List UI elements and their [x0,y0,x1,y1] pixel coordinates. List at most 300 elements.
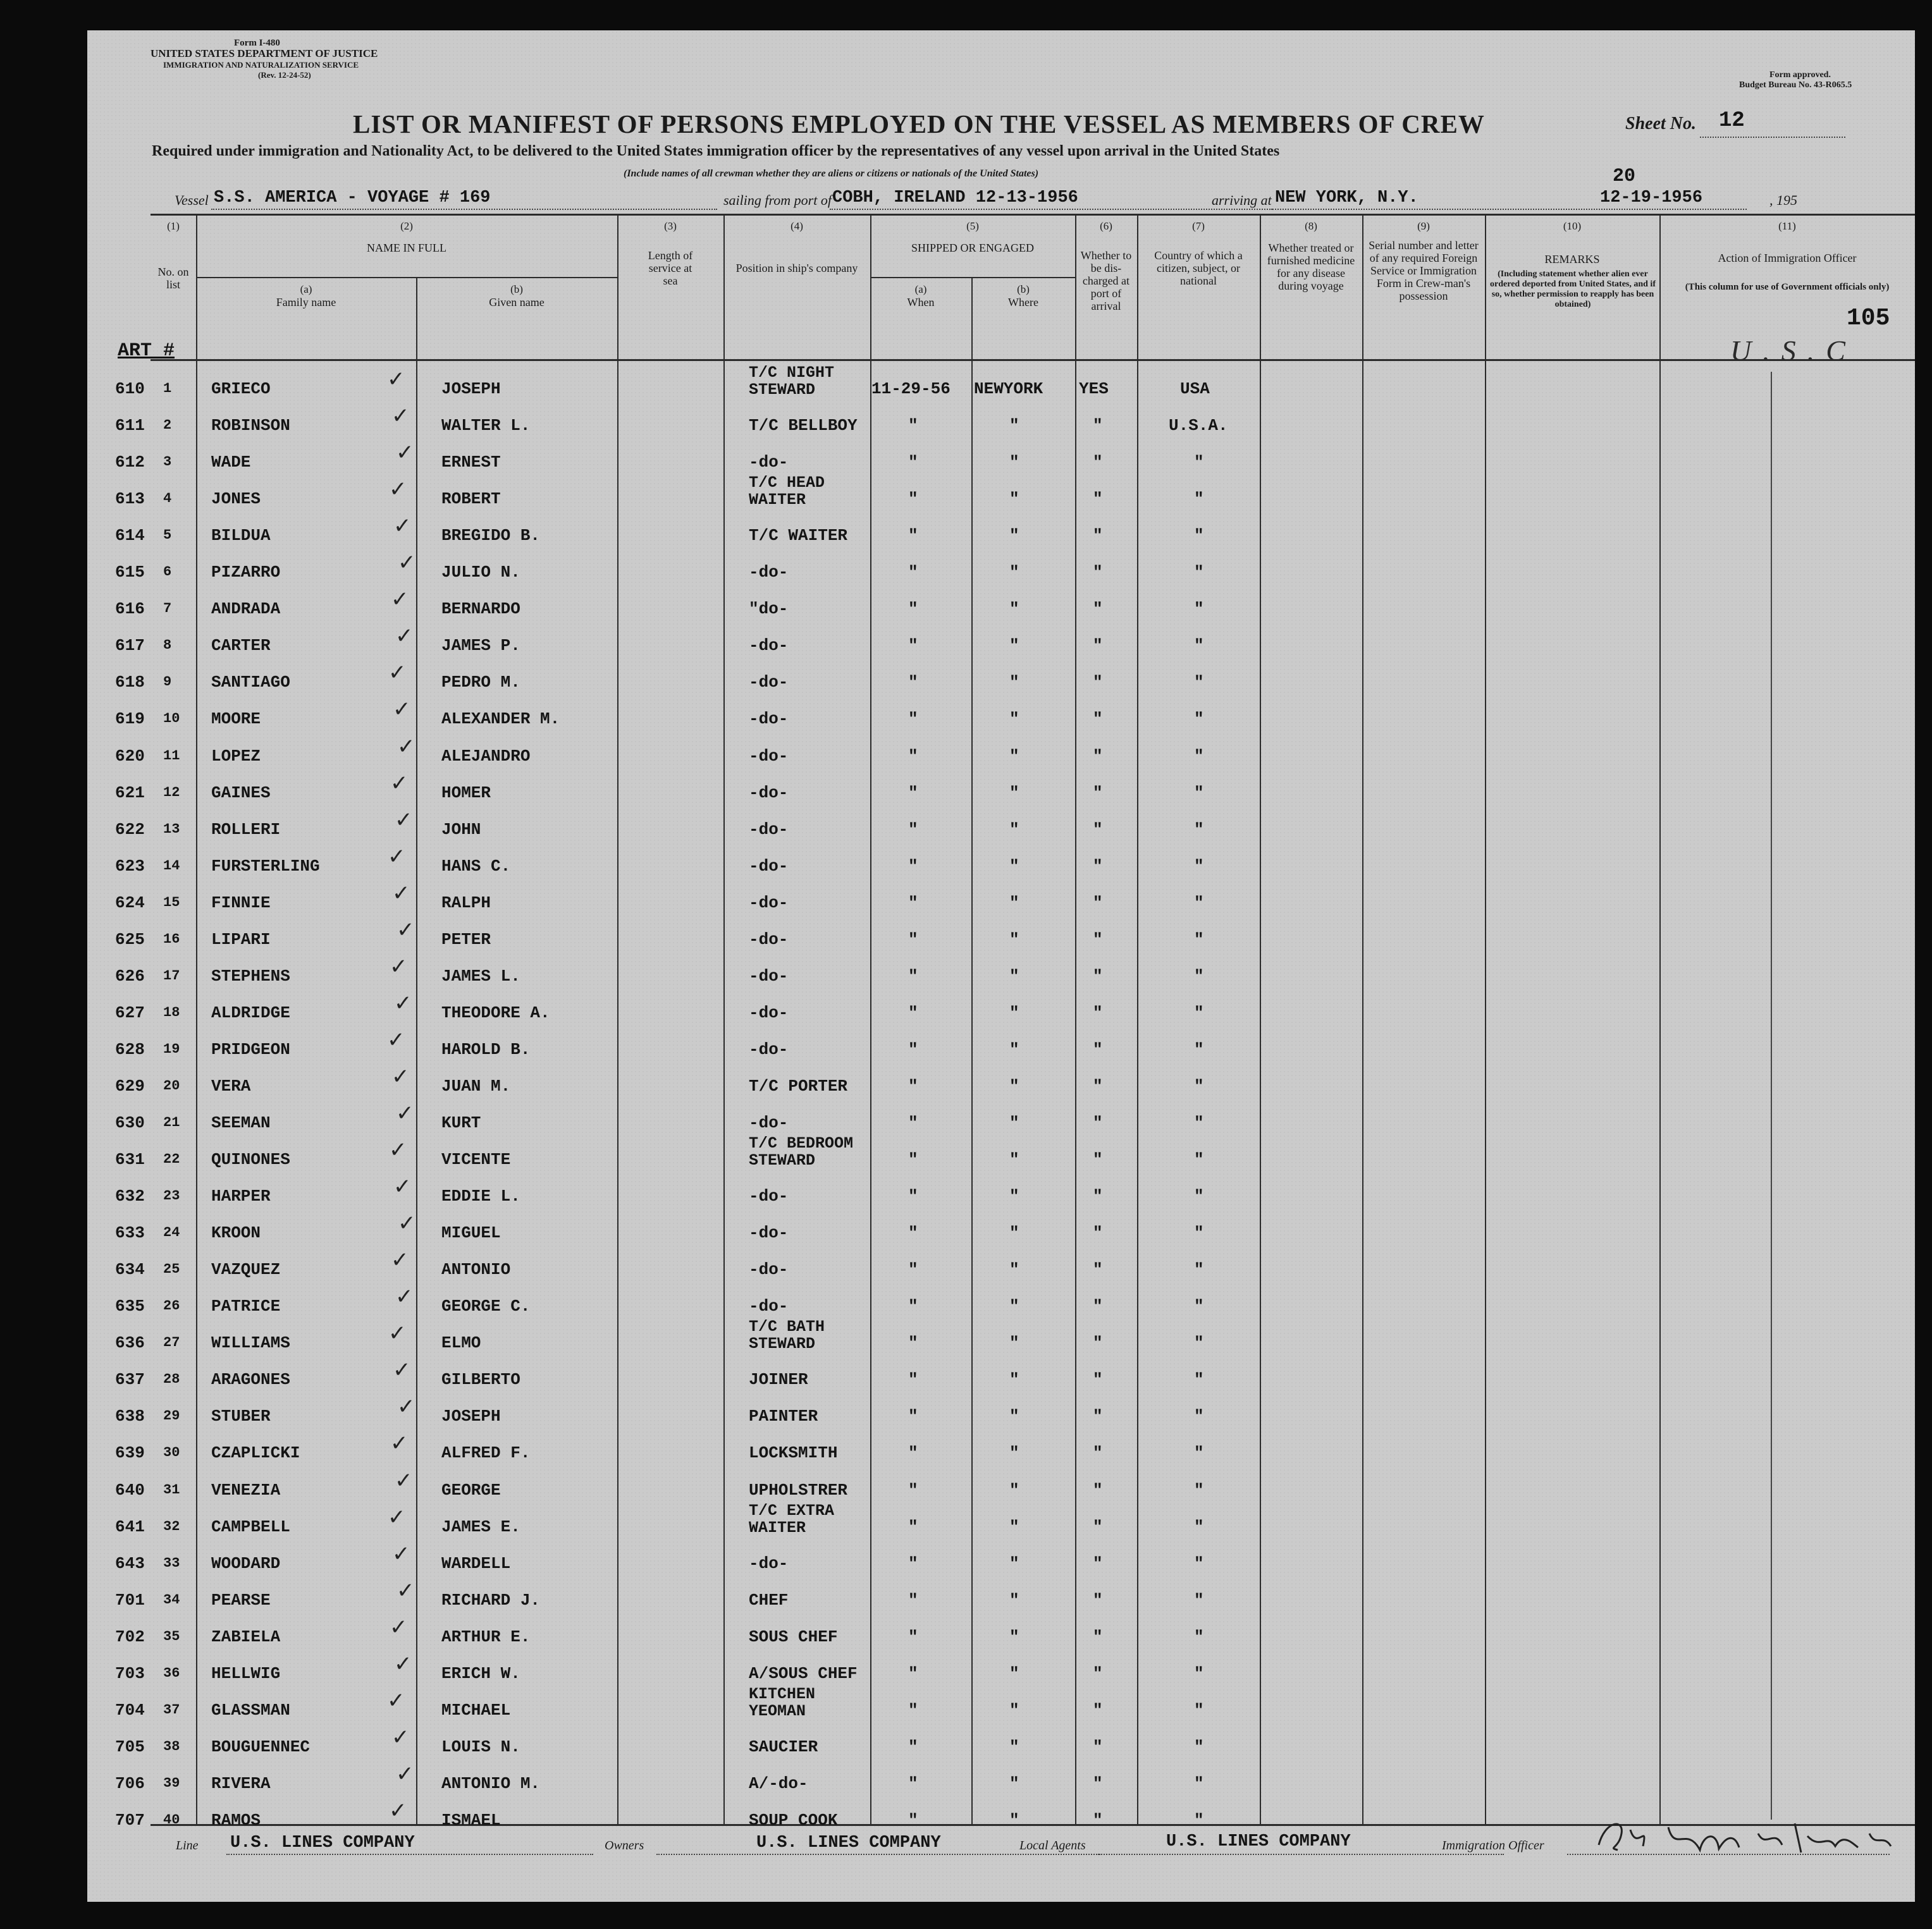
list-number: 14 [163,857,180,874]
art-label: ART # [118,340,175,362]
service-label: IMMIGRATION AND NATURALIZATION SERVICE [163,60,359,70]
given-name: WALTER L. [441,416,531,436]
country: " [1194,893,1204,912]
country: " [1194,1700,1204,1720]
country: " [1194,1333,1204,1353]
art-number: 621 [115,783,145,802]
table-row [87,587,1915,623]
discharge: " [1093,746,1103,766]
country: " [1194,1297,1204,1316]
check-mark-icon: ✓ [388,1321,407,1347]
given-name: JOSEPH [441,379,501,398]
col-5b-letter: (b) [1017,283,1030,295]
discharge: " [1093,1553,1103,1573]
shipped-where: " [1009,1333,1019,1353]
position: "do- [749,599,789,619]
col-5b-header: Where [1008,296,1038,309]
shipped-where: " [1009,1810,1019,1830]
given-name: ALEJANDRO [441,746,531,766]
country: " [1194,1810,1204,1830]
family-name: WILLIAMS [211,1333,290,1353]
list-number: 6 [163,564,172,580]
shipped-where: " [1009,636,1019,656]
table-row [87,1247,1915,1284]
position: T/C BELLBOY [749,416,858,436]
family-name: VERA [211,1076,251,1096]
table-row [87,1174,1915,1211]
given-name: MICHAEL [441,1700,511,1720]
art-number: 643 [115,1553,145,1573]
position: -do- [749,1553,789,1573]
arrival-date: 12-19-1956 [1600,188,1703,207]
family-name: RAMOS [211,1810,261,1830]
check-mark-icon: ✓ [398,1211,416,1237]
discharge: " [1093,1003,1103,1022]
list-number: 1 [163,381,172,396]
table-row [87,1684,1915,1725]
col-2a-letter: (a) [300,283,312,295]
discharge: " [1093,1627,1103,1646]
art-number: 641 [115,1517,145,1536]
check-mark-icon: ✓ [395,1284,414,1310]
check-mark-icon: ✓ [397,917,415,943]
table-row [87,1468,1915,1505]
shipped-when: " [908,673,918,692]
table-row [87,403,1915,440]
discharge: " [1093,1737,1103,1756]
list-number: 39 [163,1775,180,1791]
table-row [87,440,1915,477]
art-number: 622 [115,819,145,839]
col-9-number: (9) [1417,220,1430,232]
given-name: RICHARD J. [441,1590,541,1610]
shipped-when: " [908,929,918,949]
check-mark-icon: ✓ [389,477,407,503]
list-number: 27 [163,1335,180,1351]
position: -do- [749,819,789,839]
shipped-where: " [1009,783,1019,802]
position: A/SOUS CHEF [749,1663,858,1683]
shipped-where: " [1009,1223,1019,1243]
given-name: ROBERT [441,489,501,509]
art-number: 614 [115,526,145,546]
family-name: STEPHENS [211,966,290,986]
art-number: 701 [115,1590,145,1610]
position: T/C NIGHT STEWARD [749,364,835,399]
family-name: JONES [211,489,261,509]
col-9-header: Serial number and letter of any required Foreign Service or Immigration Form in Crew-man's possession [1369,239,1479,302]
col-2a-header: Family name [276,296,336,309]
table-row [87,807,1915,844]
country: " [1194,599,1204,619]
footer-officer-label: Immigration Officer [1442,1839,1544,1852]
shipped-where: " [1009,856,1019,876]
shipped-when: " [908,1773,918,1793]
check-mark-icon: ✓ [395,1467,413,1493]
list-number: 30 [163,1445,180,1461]
discharge: " [1093,489,1103,509]
given-name: PETER [441,929,491,949]
shipped-when: " [908,1517,918,1536]
shipped-when: " [908,416,918,436]
art-number: 637 [115,1370,145,1390]
family-name: VAZQUEZ [211,1260,281,1280]
table-row [87,550,1915,587]
col-6-number: (6) [1100,220,1112,232]
position: T/C BATH STEWARD [749,1318,825,1354]
shipped-when: " [908,856,918,876]
art-number: 639 [115,1443,145,1463]
country: " [1194,1003,1204,1022]
list-number: 2 [163,417,172,434]
position: -do- [749,929,789,949]
footer-line-value: U.S. LINES COMPANY [230,1834,415,1852]
given-name: PEDRO M. [441,673,520,692]
given-name: ELMO [441,1333,481,1353]
shipped-when: " [908,1810,918,1830]
art-number: 615 [115,563,145,582]
country: " [1194,1076,1204,1096]
list-number: 4 [163,491,172,507]
check-mark-icon: ✓ [390,1614,408,1640]
arrival-date-correction: 20 [1613,166,1636,187]
shipped-where: " [1009,1663,1019,1683]
given-name: ALFRED F. [441,1443,531,1463]
table-row [87,513,1915,550]
country: " [1194,1773,1204,1793]
art-number: 624 [115,893,145,912]
shipped-where: " [1009,1407,1019,1426]
check-mark-icon: ✓ [390,1431,409,1457]
check-mark-icon: ✓ [390,770,409,796]
footer-owners-value: U.S. LINES COMPANY [756,1834,941,1852]
table-row [87,697,1915,733]
col-8-number: (8) [1305,220,1317,232]
table-row [87,734,1915,771]
shipped-where: " [1009,1480,1019,1500]
page-title: LIST OR MANIFEST OF PERSONS EMPLOYED ON THE VESSEL AS MEMBERS OF CREW [353,109,1485,138]
position: LOCKSMITH [749,1443,838,1463]
check-mark-icon: ✓ [391,403,410,429]
country: " [1194,636,1204,656]
position: -do- [749,1297,789,1316]
table-row [87,954,1915,991]
shipped-when: " [908,819,918,839]
family-name: LIPARI [211,929,271,949]
check-mark-icon: ✓ [389,1137,407,1163]
given-name: JAMES L. [441,966,520,986]
shipped-where: " [1009,709,1019,729]
check-mark-icon: ✓ [393,1357,411,1383]
family-name: HELLWIG [211,1663,281,1683]
position: SOUP COOK [749,1810,838,1830]
art-number: 630 [115,1113,145,1132]
country: " [1194,783,1204,802]
family-name: GRIECO [211,379,271,398]
art-number: 705 [115,1737,145,1756]
col-5a-header: When [907,296,935,309]
footer-agents-value: U.S. LINES COMPANY [1166,1832,1351,1851]
discharge: " [1093,1700,1103,1720]
table-row [87,1064,1915,1101]
table-row [87,1134,1915,1174]
shipped-when: " [908,709,918,729]
discharge: " [1093,1076,1103,1096]
check-mark-icon: ✓ [393,697,411,723]
given-name: WARDELL [441,1553,511,1573]
given-name: HOMER [441,783,491,802]
position: PAINTER [749,1407,818,1426]
shipped-when: " [908,1370,918,1390]
given-name: KURT [441,1113,481,1132]
shipped-where: " [1009,1700,1019,1720]
shipped-where: " [1009,929,1019,949]
col-11-header: Action of Immigration Officer [1718,252,1857,264]
family-name: ALDRIDGE [211,1003,290,1022]
position: -do- [749,453,789,472]
col-5-number: (5) [966,220,979,232]
list-number: 26 [163,1298,180,1314]
shipped-when: " [908,1187,918,1206]
col-2b-header: Given name [489,296,545,309]
sailing-port: COBH, IRELAND 12-13-1956 [832,188,1078,207]
country: " [1194,1553,1204,1573]
shipped-when: " [908,489,918,509]
discharge: " [1093,1113,1103,1132]
given-name: JULIO N. [441,563,520,582]
family-name: VENEZIA [211,1480,281,1500]
family-name: WADE [211,453,251,472]
col-4-header: Position in ship's company [735,262,858,274]
col-3-header: Length of service at sea [648,249,693,287]
position: T/C HEAD WAITER [749,474,825,510]
shipped-where: " [1009,1517,1019,1536]
check-mark-icon: ✓ [391,1247,409,1273]
list-number: 38 [163,1738,180,1754]
art-number: 707 [115,1810,145,1830]
shipped-where: " [1009,1297,1019,1316]
col-1-number: (1) [167,220,180,232]
table-row [87,991,1915,1027]
check-mark-icon: ✓ [398,550,416,576]
footer-line-label: Line [176,1839,199,1852]
given-name: ERICH W. [441,1663,520,1683]
country: " [1194,1590,1204,1610]
given-name: ANTONIO [441,1260,511,1280]
shipped-when: " [908,783,918,802]
art-number: 635 [115,1297,145,1316]
position: UPHOLSTRER [749,1480,848,1500]
table-row [87,1761,1915,1798]
art-number: 631 [115,1150,145,1170]
shipped-where: " [1009,746,1019,766]
shipped-where: NEWYORK [974,379,1043,398]
art-number: 617 [115,636,145,656]
country: " [1194,929,1204,949]
discharge: " [1093,1370,1103,1390]
discharge: " [1093,599,1103,619]
family-name: BOUGUENNEC [211,1737,311,1756]
shipped-when: " [908,1113,918,1132]
table-row [87,1725,1915,1761]
position: -do- [749,1113,789,1132]
list-number: 32 [163,1518,180,1534]
position: -do- [749,893,789,912]
check-mark-icon: ✓ [387,1027,405,1053]
given-name: JUAN M. [441,1076,511,1096]
art-number: 702 [115,1627,145,1646]
position: T/C EXTRA WAITER [749,1501,835,1537]
shipped-where: " [1009,1443,1019,1463]
table-row [87,364,1915,403]
shipped-when: " [908,1663,918,1683]
shipped-when: " [908,1297,918,1316]
list-number: 36 [163,1665,180,1681]
given-name: GILBERTO [441,1370,520,1390]
col-7-number: (7) [1192,220,1205,232]
check-mark-icon: ✓ [388,1504,406,1530]
shipped-where: " [1009,489,1019,509]
list-number: 10 [163,711,180,727]
art-number: 616 [115,599,145,619]
shipped-when: " [908,599,918,619]
footer-agents-label: Local Agents [1019,1839,1086,1852]
family-name: HARPER [211,1187,271,1206]
table-row [87,844,1915,881]
position: T/C PORTER [749,1076,848,1096]
country: " [1194,1113,1204,1132]
position: -do- [749,709,789,729]
col-2b-letter: (b) [510,283,523,295]
footer-owners-label: Owners [605,1839,644,1852]
shipped-when: " [908,893,918,912]
given-name: BERNARDO [441,599,520,619]
family-name: LOPEZ [211,746,261,766]
country: " [1194,1737,1204,1756]
position: JOINER [749,1370,808,1390]
shipped-when: " [908,746,918,766]
shipped-where: " [1009,416,1019,436]
country: " [1194,1517,1204,1536]
discharge: " [1093,1810,1103,1830]
discharge: " [1093,1223,1103,1243]
list-number: 15 [163,894,180,910]
manifest-sheet [87,30,1915,1902]
check-mark-icon: ✓ [393,513,412,539]
col-8-header: Whether treated or furnished medicine for any disease during voyage [1267,242,1355,292]
table-row [87,1318,1915,1357]
family-name: SEEMAN [211,1113,271,1132]
family-name: BILDUA [211,526,271,546]
list-number: 3 [163,454,172,470]
list-number: 20 [163,1077,180,1094]
discharge: " [1093,1333,1103,1353]
shipped-when: " [908,1039,918,1059]
given-name: JOSEPH [441,1407,501,1426]
check-mark-icon: ✓ [391,587,409,613]
col-3-number: (3) [664,220,677,232]
check-mark-icon: ✓ [396,440,414,466]
country: " [1194,1039,1204,1059]
usc-annotation: U.S.C [1730,334,1857,367]
sheet-label: Sheet No. [1625,114,1696,133]
position: -do- [749,563,789,582]
art-number: 627 [115,1003,145,1022]
list-number: 16 [163,931,180,947]
position: T/C WAITER [749,526,848,546]
table-row [87,623,1915,660]
list-number: 31 [163,1481,180,1498]
shipped-where: " [1009,526,1019,546]
shipped-when: " [908,1553,918,1573]
discharge: " [1093,1187,1103,1206]
shipped-where: " [1009,563,1019,582]
art-number: 618 [115,673,145,692]
discharge: " [1093,709,1103,729]
check-mark-icon: ✓ [392,880,410,906]
country: " [1194,563,1204,582]
check-mark-icon: ✓ [394,990,412,1016]
position: -do- [749,1187,789,1206]
form-number: Form I-480 [234,38,280,48]
col-4-number: (4) [791,220,803,232]
list-number: 23 [163,1188,180,1204]
table-row [87,1284,1915,1321]
check-mark-icon: ✓ [393,1174,412,1200]
table-row [87,1394,1915,1431]
given-name: JAMES E. [441,1517,520,1536]
year-suffix: , 195 [1769,192,1797,208]
col-10-note: (Including statement whether alien ever ordered deported from United States, and if so, whether permission to reapply has been obtained) [1490,269,1656,309]
shipped-when: " [908,1076,918,1096]
officer-signature [1592,1815,1896,1859]
art-number: 619 [115,709,145,729]
discharge: YES [1079,379,1109,398]
discharge: " [1093,673,1103,692]
art-number: 633 [115,1223,145,1243]
position: SOUS CHEF [749,1627,838,1646]
country: " [1194,1150,1204,1170]
list-number: 29 [163,1408,180,1424]
family-name: FURSTERLING [211,856,320,876]
discharge: " [1093,1443,1103,1463]
list-number: 17 [163,967,180,984]
art-number: 703 [115,1663,145,1683]
family-name: QUINONES [211,1150,290,1170]
position: -do- [749,1260,789,1280]
family-name: KROON [211,1223,261,1243]
family-name: ZABIELA [211,1627,281,1646]
given-name: ISMAEL [441,1810,501,1830]
shipped-where: " [1009,1590,1019,1610]
position: -do- [749,783,789,802]
shipped-when: " [908,526,918,546]
col-6-header: Whether to be dis-charged at port of arrival [1080,249,1132,312]
country: " [1194,856,1204,876]
country: " [1194,746,1204,766]
include-note: (Include names of all crewman whether they are aliens or citizens or nationals of the United States) [624,168,1039,179]
country: " [1194,1480,1204,1500]
given-name: GEORGE C. [441,1297,531,1316]
check-mark-icon: ✓ [387,1687,405,1713]
discharge: " [1093,526,1103,546]
country: " [1194,1370,1204,1390]
family-name: SANTIAGO [211,673,290,692]
country: " [1194,1223,1204,1243]
art-number: 632 [115,1187,145,1206]
position: SAUCIER [749,1737,818,1756]
list-number: 25 [163,1261,180,1278]
